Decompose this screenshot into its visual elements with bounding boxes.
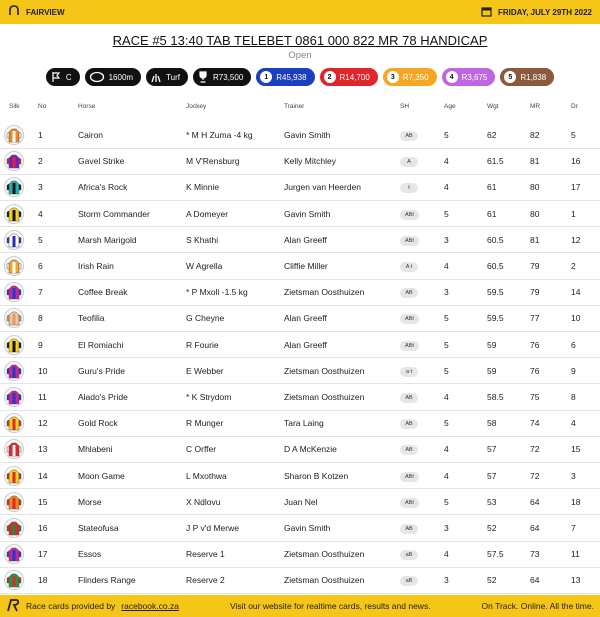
trophy-icon xyxy=(197,71,209,83)
sh-cell xyxy=(400,410,444,436)
silk-cell xyxy=(0,436,38,462)
trainer-cell: D A McKenzie xyxy=(284,444,337,455)
distance-pill xyxy=(85,68,141,86)
silk-cell xyxy=(0,358,38,384)
race-info-pills xyxy=(0,68,600,86)
col-no: No xyxy=(38,103,47,110)
mr-cell: 76 xyxy=(530,365,540,376)
sh-cell xyxy=(400,384,444,410)
table-row[interactable] xyxy=(0,541,600,567)
silk-cell xyxy=(0,279,38,305)
sh-badge: ABt xyxy=(400,314,419,324)
dr-cell: 7 xyxy=(571,522,576,533)
horse-cell: Mhlabeni xyxy=(78,444,113,455)
trainer-cell: Zietsman Oosthuizen xyxy=(284,287,365,298)
horse-cell: Marsh Marigold xyxy=(78,234,137,245)
dr-cell: 13 xyxy=(571,575,581,586)
sh-cell xyxy=(400,567,444,593)
age-cell: 4 xyxy=(444,156,449,167)
flag-icon xyxy=(50,71,62,83)
age-cell: 5 xyxy=(444,313,449,324)
silk-cell xyxy=(0,567,38,593)
silk-cell xyxy=(0,305,38,331)
calendar-icon xyxy=(481,6,492,19)
jockey-cell: * M H Zuma -4 kg xyxy=(186,129,253,140)
table-row[interactable] xyxy=(0,201,600,227)
sh-badge: A t xyxy=(400,262,418,272)
table-row[interactable] xyxy=(0,332,600,358)
dr-cell: 18 xyxy=(571,496,581,507)
dr-cell: 9 xyxy=(571,365,576,376)
jockey-silk-icon xyxy=(4,335,24,355)
trainer-cell: Sharon B Kotzen xyxy=(284,470,349,481)
trainer-cell: Gavin Smith xyxy=(284,208,331,219)
jockey-cell: G Cheyne xyxy=(186,313,225,324)
jockey-cell: X Ndlovu xyxy=(186,496,221,507)
dr-cell: 10 xyxy=(571,313,581,324)
silk-cell xyxy=(0,489,38,515)
table-row[interactable] xyxy=(0,358,600,384)
horse-cell: Cairon xyxy=(78,129,104,140)
sh-badge: AB xyxy=(400,288,418,298)
dr-cell: 11 xyxy=(571,549,580,560)
table-row[interactable] xyxy=(0,122,600,148)
race-title: RACE #5 13:40 TAB TELEBET 0861 000 822 MR 78 HANDICAP xyxy=(112,33,488,48)
sh-cell xyxy=(400,122,444,148)
col-age: Age xyxy=(444,103,456,110)
sh-cell xyxy=(400,436,444,462)
table-row[interactable] xyxy=(0,227,600,253)
venue-name: FAIRVIEW xyxy=(26,7,65,17)
race-date: FRIDAY, JULY 29TH 2022 xyxy=(498,7,592,17)
sh-badge: t xyxy=(400,183,418,193)
no-cell: 8 xyxy=(38,313,43,324)
horse-cell: Teofilia xyxy=(78,313,105,324)
mr-cell: 80 xyxy=(530,208,540,219)
age-cell: 5 xyxy=(444,496,449,507)
horse-cell: Gold Rock xyxy=(78,418,118,429)
place-badge: 4 xyxy=(446,71,458,83)
trainer-cell: Zietsman Oosthuizen xyxy=(284,365,365,376)
sh-cell xyxy=(400,201,444,227)
jockey-cell: E Webber xyxy=(186,365,224,376)
wgt-cell: 57.5 xyxy=(487,549,504,560)
horse-cell: Guru's Pride xyxy=(78,365,125,376)
jockey-cell: L Mxothwa xyxy=(186,470,227,481)
col-dr: Dr xyxy=(571,103,578,110)
horse-cell: Storm Commander xyxy=(78,208,150,219)
wgt-cell: 61 xyxy=(487,182,497,193)
jockey-cell: J P v'd Merwe xyxy=(186,522,239,533)
stake-pill-3 xyxy=(383,68,437,86)
age-cell: 3 xyxy=(444,234,449,245)
horse-cell: Alado's Pride xyxy=(78,391,128,402)
jockey-cell: A Domeyer xyxy=(186,208,229,219)
sh-cell xyxy=(400,358,444,384)
silk-cell xyxy=(0,515,38,541)
mr-cell: 82 xyxy=(530,129,540,140)
jockey-silk-icon xyxy=(4,125,24,145)
surface-pill xyxy=(146,68,188,86)
wgt-cell: 59.5 xyxy=(487,287,504,298)
footer xyxy=(0,595,600,617)
wgt-cell: 62 xyxy=(487,129,497,140)
surface-label: Turf xyxy=(166,72,181,82)
table-row[interactable] xyxy=(0,279,600,305)
no-cell: 7 xyxy=(38,287,43,298)
table-row[interactable] xyxy=(0,384,600,410)
trainer-cell: Kelly Mitchley xyxy=(284,156,336,167)
horse-cell: El Romiachi xyxy=(78,339,124,350)
footer-tagline: On Track. Online. All the time. xyxy=(481,601,594,611)
table-row[interactable] xyxy=(0,253,600,279)
wgt-cell: 60.5 xyxy=(487,234,504,245)
no-cell: 11 xyxy=(38,391,47,402)
table-row[interactable] xyxy=(0,462,600,488)
jockey-cell: M V'Rensburg xyxy=(186,156,240,167)
wgt-cell: 52 xyxy=(487,575,497,586)
age-cell: 5 xyxy=(444,418,449,429)
sh-cell xyxy=(400,541,444,567)
no-cell: 16 xyxy=(38,522,48,533)
footer-credit-text: Race cards provided by xyxy=(26,601,116,611)
horse-cell: Moon Game xyxy=(78,470,125,481)
sh-cell xyxy=(400,305,444,331)
silk-cell xyxy=(0,384,38,410)
racebook-link[interactable]: racebook.co.za xyxy=(121,601,179,611)
top-bar xyxy=(0,0,600,24)
mr-cell: 79 xyxy=(530,261,540,272)
age-cell: 5 xyxy=(444,208,449,219)
sh-badge: ABt xyxy=(400,210,419,220)
mr-cell: 77 xyxy=(530,313,540,324)
jockey-silk-icon xyxy=(4,151,24,171)
date-group xyxy=(481,6,592,19)
sh-cell xyxy=(400,148,444,174)
trainer-cell: Alan Greeff xyxy=(284,234,327,245)
runners-table xyxy=(0,122,600,594)
age-cell: 3 xyxy=(444,287,449,298)
sh-cell xyxy=(400,332,444,358)
stake-amount: R7,350 xyxy=(402,72,429,82)
trainer-cell: Tara Laing xyxy=(284,418,324,429)
jockey-silk-icon xyxy=(4,492,24,512)
wgt-cell: 59.5 xyxy=(487,313,504,324)
age-cell: 5 xyxy=(444,129,449,140)
sh-badge: a t xyxy=(400,367,418,377)
mr-cell: 79 xyxy=(530,287,540,298)
no-cell: 5 xyxy=(38,234,43,245)
silk-cell xyxy=(0,148,38,174)
wgt-cell: 52 xyxy=(487,522,497,533)
mr-cell: 72 xyxy=(530,444,540,455)
no-cell: 2 xyxy=(38,156,43,167)
col-horse: Horse xyxy=(78,103,96,110)
wgt-cell: 58 xyxy=(487,418,497,429)
sh-badge: AB xyxy=(400,445,418,455)
horse-cell: Stateofusa xyxy=(78,522,119,533)
silk-cell xyxy=(0,332,38,358)
col-wgt: Wgt xyxy=(487,103,499,110)
jockey-silk-icon xyxy=(4,439,24,459)
horseshoe-icon xyxy=(8,5,20,19)
grass-icon xyxy=(150,71,162,83)
trainer-cell: Alan Greeff xyxy=(284,313,327,324)
silk-cell xyxy=(0,541,38,567)
horse-cell: Morse xyxy=(78,496,102,507)
jockey-cell: S Khathi xyxy=(186,234,219,245)
mr-cell: 80 xyxy=(530,182,540,193)
no-cell: 3 xyxy=(38,182,43,193)
jockey-cell: Reserve 1 xyxy=(186,549,225,560)
dr-cell: 14 xyxy=(571,287,581,298)
dr-cell: 12 xyxy=(571,234,581,245)
silk-cell xyxy=(0,227,38,253)
trainer-cell: Zietsman Oosthuizen xyxy=(284,391,365,402)
jockey-cell: W Agrella xyxy=(186,261,223,272)
wgt-cell: 58.5 xyxy=(487,391,504,402)
trainer-cell: Zietsman Oosthuizen xyxy=(284,549,365,560)
sh-badge: AB xyxy=(400,131,418,141)
jockey-silk-icon xyxy=(4,177,24,197)
jockey-silk-icon xyxy=(4,544,24,564)
dr-cell: 6 xyxy=(571,339,576,350)
sh-badge: AB xyxy=(400,524,418,534)
horse-cell: Essos xyxy=(78,549,102,560)
sh-cell xyxy=(400,515,444,541)
racebook-logo-icon xyxy=(6,598,20,614)
table-row[interactable] xyxy=(0,305,600,331)
horse-cell: Gavel Strike xyxy=(78,156,125,167)
dr-cell: 15 xyxy=(571,444,581,455)
dr-cell: 8 xyxy=(571,391,576,402)
mr-cell: 64 xyxy=(530,522,540,533)
table-row[interactable] xyxy=(0,148,600,174)
mr-cell: 64 xyxy=(530,575,540,586)
table-header xyxy=(0,103,600,115)
mr-cell: 73 xyxy=(530,549,540,560)
sh-cell xyxy=(400,489,444,515)
table-row[interactable] xyxy=(0,410,600,436)
age-cell: 5 xyxy=(444,339,449,350)
sh-cell xyxy=(400,227,444,253)
trainer-cell: Gavin Smith xyxy=(284,129,331,140)
stake-pill-1 xyxy=(256,68,314,86)
mr-cell: 81 xyxy=(530,156,540,167)
no-cell: 4 xyxy=(38,208,43,219)
no-cell: 1 xyxy=(38,129,43,140)
wgt-cell: 59 xyxy=(487,339,497,350)
table-row[interactable] xyxy=(0,567,600,593)
sh-badge: ABt xyxy=(400,341,419,351)
purse-label: R73,500 xyxy=(213,72,244,82)
course-label: C xyxy=(65,72,72,82)
sh-badge: ABt xyxy=(400,472,419,482)
no-cell: 17 xyxy=(38,549,48,560)
dr-cell: 2 xyxy=(571,261,576,272)
silk-cell xyxy=(0,462,38,488)
no-cell: 6 xyxy=(38,261,43,272)
place-badge: 1 xyxy=(260,71,272,83)
jockey-cell: K Minnie xyxy=(186,182,220,193)
horse-cell: Irish Rain xyxy=(78,261,114,272)
age-cell: 4 xyxy=(444,549,449,560)
table-row[interactable] xyxy=(0,436,600,462)
place-badge: 2 xyxy=(324,71,336,83)
jockey-cell: C Orffer xyxy=(186,444,217,455)
trainer-cell: Juan Nel xyxy=(284,496,318,507)
stake-pill-4 xyxy=(442,68,496,86)
jockey-silk-icon xyxy=(4,308,24,328)
age-cell: 3 xyxy=(444,522,449,533)
table-row[interactable] xyxy=(0,515,600,541)
sh-cell xyxy=(400,279,444,305)
dr-cell: 4 xyxy=(571,418,576,429)
mr-cell: 81 xyxy=(530,234,540,245)
col-trainer: Trainer xyxy=(284,103,305,110)
wgt-cell: 61 xyxy=(487,208,497,219)
age-cell: 4 xyxy=(444,470,449,481)
mr-cell: 74 xyxy=(530,418,540,429)
wgt-cell: 60.5 xyxy=(487,261,504,272)
wgt-cell: 57 xyxy=(487,444,497,455)
mr-cell: 76 xyxy=(530,339,540,350)
purse-pill xyxy=(193,68,251,86)
col-jockey: Jockey xyxy=(186,103,207,110)
jockey-silk-icon xyxy=(4,204,24,224)
sh-badge: AB xyxy=(400,393,418,403)
trainer-cell: Gavin Smith xyxy=(284,522,331,533)
jockey-silk-icon xyxy=(4,570,24,590)
silk-cell xyxy=(0,174,38,200)
course-pill xyxy=(46,68,80,86)
no-cell: 18 xyxy=(38,575,48,586)
no-cell: 14 xyxy=(38,470,48,481)
venue-group xyxy=(8,5,65,19)
jockey-silk-icon xyxy=(4,387,24,407)
silk-cell xyxy=(0,253,38,279)
age-cell: 4 xyxy=(444,182,449,193)
jockey-silk-icon xyxy=(4,230,24,250)
stake-pill-5 xyxy=(500,68,554,86)
age-cell: 3 xyxy=(444,575,449,586)
jockey-cell: * P Mxoli -1.5 kg xyxy=(186,287,248,298)
footer-credit xyxy=(6,598,179,614)
no-cell: 12 xyxy=(38,418,48,429)
trainer-cell: Alan Greeff xyxy=(284,339,327,350)
jockey-silk-icon xyxy=(4,282,24,302)
trainer-cell: Cliffie Miller xyxy=(284,261,328,272)
jockey-cell: Reserve 2 xyxy=(186,575,225,586)
jockey-cell: R Fourie xyxy=(186,339,219,350)
no-cell: 13 xyxy=(38,444,48,455)
distance-label: 1600m xyxy=(108,72,134,82)
stake-pill-2 xyxy=(320,68,378,86)
jockey-silk-icon xyxy=(4,361,24,381)
dr-cell: 1 xyxy=(571,208,576,219)
no-cell: 9 xyxy=(38,339,43,350)
race-class: Open xyxy=(288,50,312,61)
col-silk: Silk xyxy=(9,103,20,110)
dr-cell: 17 xyxy=(571,182,581,193)
no-cell: 10 xyxy=(38,365,48,376)
trainer-cell: Jurgen van Heerden xyxy=(284,182,362,193)
jockey-cell: * K Strydom xyxy=(186,391,232,402)
sh-badge: aB xyxy=(400,550,418,560)
dr-cell: 5 xyxy=(571,129,576,140)
sh-cell xyxy=(400,174,444,200)
mr-cell: 72 xyxy=(530,470,540,481)
silk-cell xyxy=(0,201,38,227)
stake-amount: R1,838 xyxy=(520,72,547,82)
horse-cell: Africa's Rock xyxy=(78,182,128,193)
mr-cell: 75 xyxy=(530,391,540,402)
stake-amount: R14,700 xyxy=(339,72,370,82)
col-sh: SH xyxy=(400,103,410,110)
wgt-cell: 53 xyxy=(487,496,497,507)
jockey-silk-icon xyxy=(4,413,24,433)
silk-cell xyxy=(0,410,38,436)
sh-cell xyxy=(400,462,444,488)
jockey-silk-icon xyxy=(4,518,24,538)
stake-amount: R45,938 xyxy=(276,72,307,82)
track-icon xyxy=(89,71,105,83)
table-row[interactable] xyxy=(0,489,600,515)
sh-cell xyxy=(400,253,444,279)
age-cell: 4 xyxy=(444,391,449,402)
sh-badge: ABt xyxy=(400,236,419,246)
jockey-silk-icon xyxy=(4,466,24,486)
mr-cell: 64 xyxy=(530,496,540,507)
silk-cell xyxy=(0,122,38,148)
table-row[interactable] xyxy=(0,174,600,200)
place-badge: 3 xyxy=(387,71,399,83)
sh-badge: AB xyxy=(400,419,418,429)
age-cell: 4 xyxy=(444,444,449,455)
sh-badge: A xyxy=(400,157,418,167)
wgt-cell: 59 xyxy=(487,365,497,376)
place-badge: 5 xyxy=(504,71,516,83)
trainer-cell: Zietsman Oosthuizen xyxy=(284,575,365,586)
dr-cell: 16 xyxy=(571,156,581,167)
jockey-cell: R Munger xyxy=(186,418,224,429)
jockey-silk-icon xyxy=(4,256,24,276)
col-mr: MR xyxy=(530,103,541,110)
no-cell: 15 xyxy=(38,496,48,507)
sh-badge: aB xyxy=(400,576,418,586)
sh-badge: ABt xyxy=(400,498,419,508)
stake-amount: R3,675 xyxy=(461,72,488,82)
horse-cell: Flinders Range xyxy=(78,575,136,586)
footer-center-text: Visit our website for realtime cards, results and news. xyxy=(229,601,431,611)
wgt-cell: 61.5 xyxy=(487,156,504,167)
horse-cell: Coffee Break xyxy=(78,287,128,298)
dr-cell: 3 xyxy=(571,470,576,481)
age-cell: 4 xyxy=(444,261,449,272)
age-cell: 5 xyxy=(444,365,449,376)
wgt-cell: 57 xyxy=(487,470,497,481)
